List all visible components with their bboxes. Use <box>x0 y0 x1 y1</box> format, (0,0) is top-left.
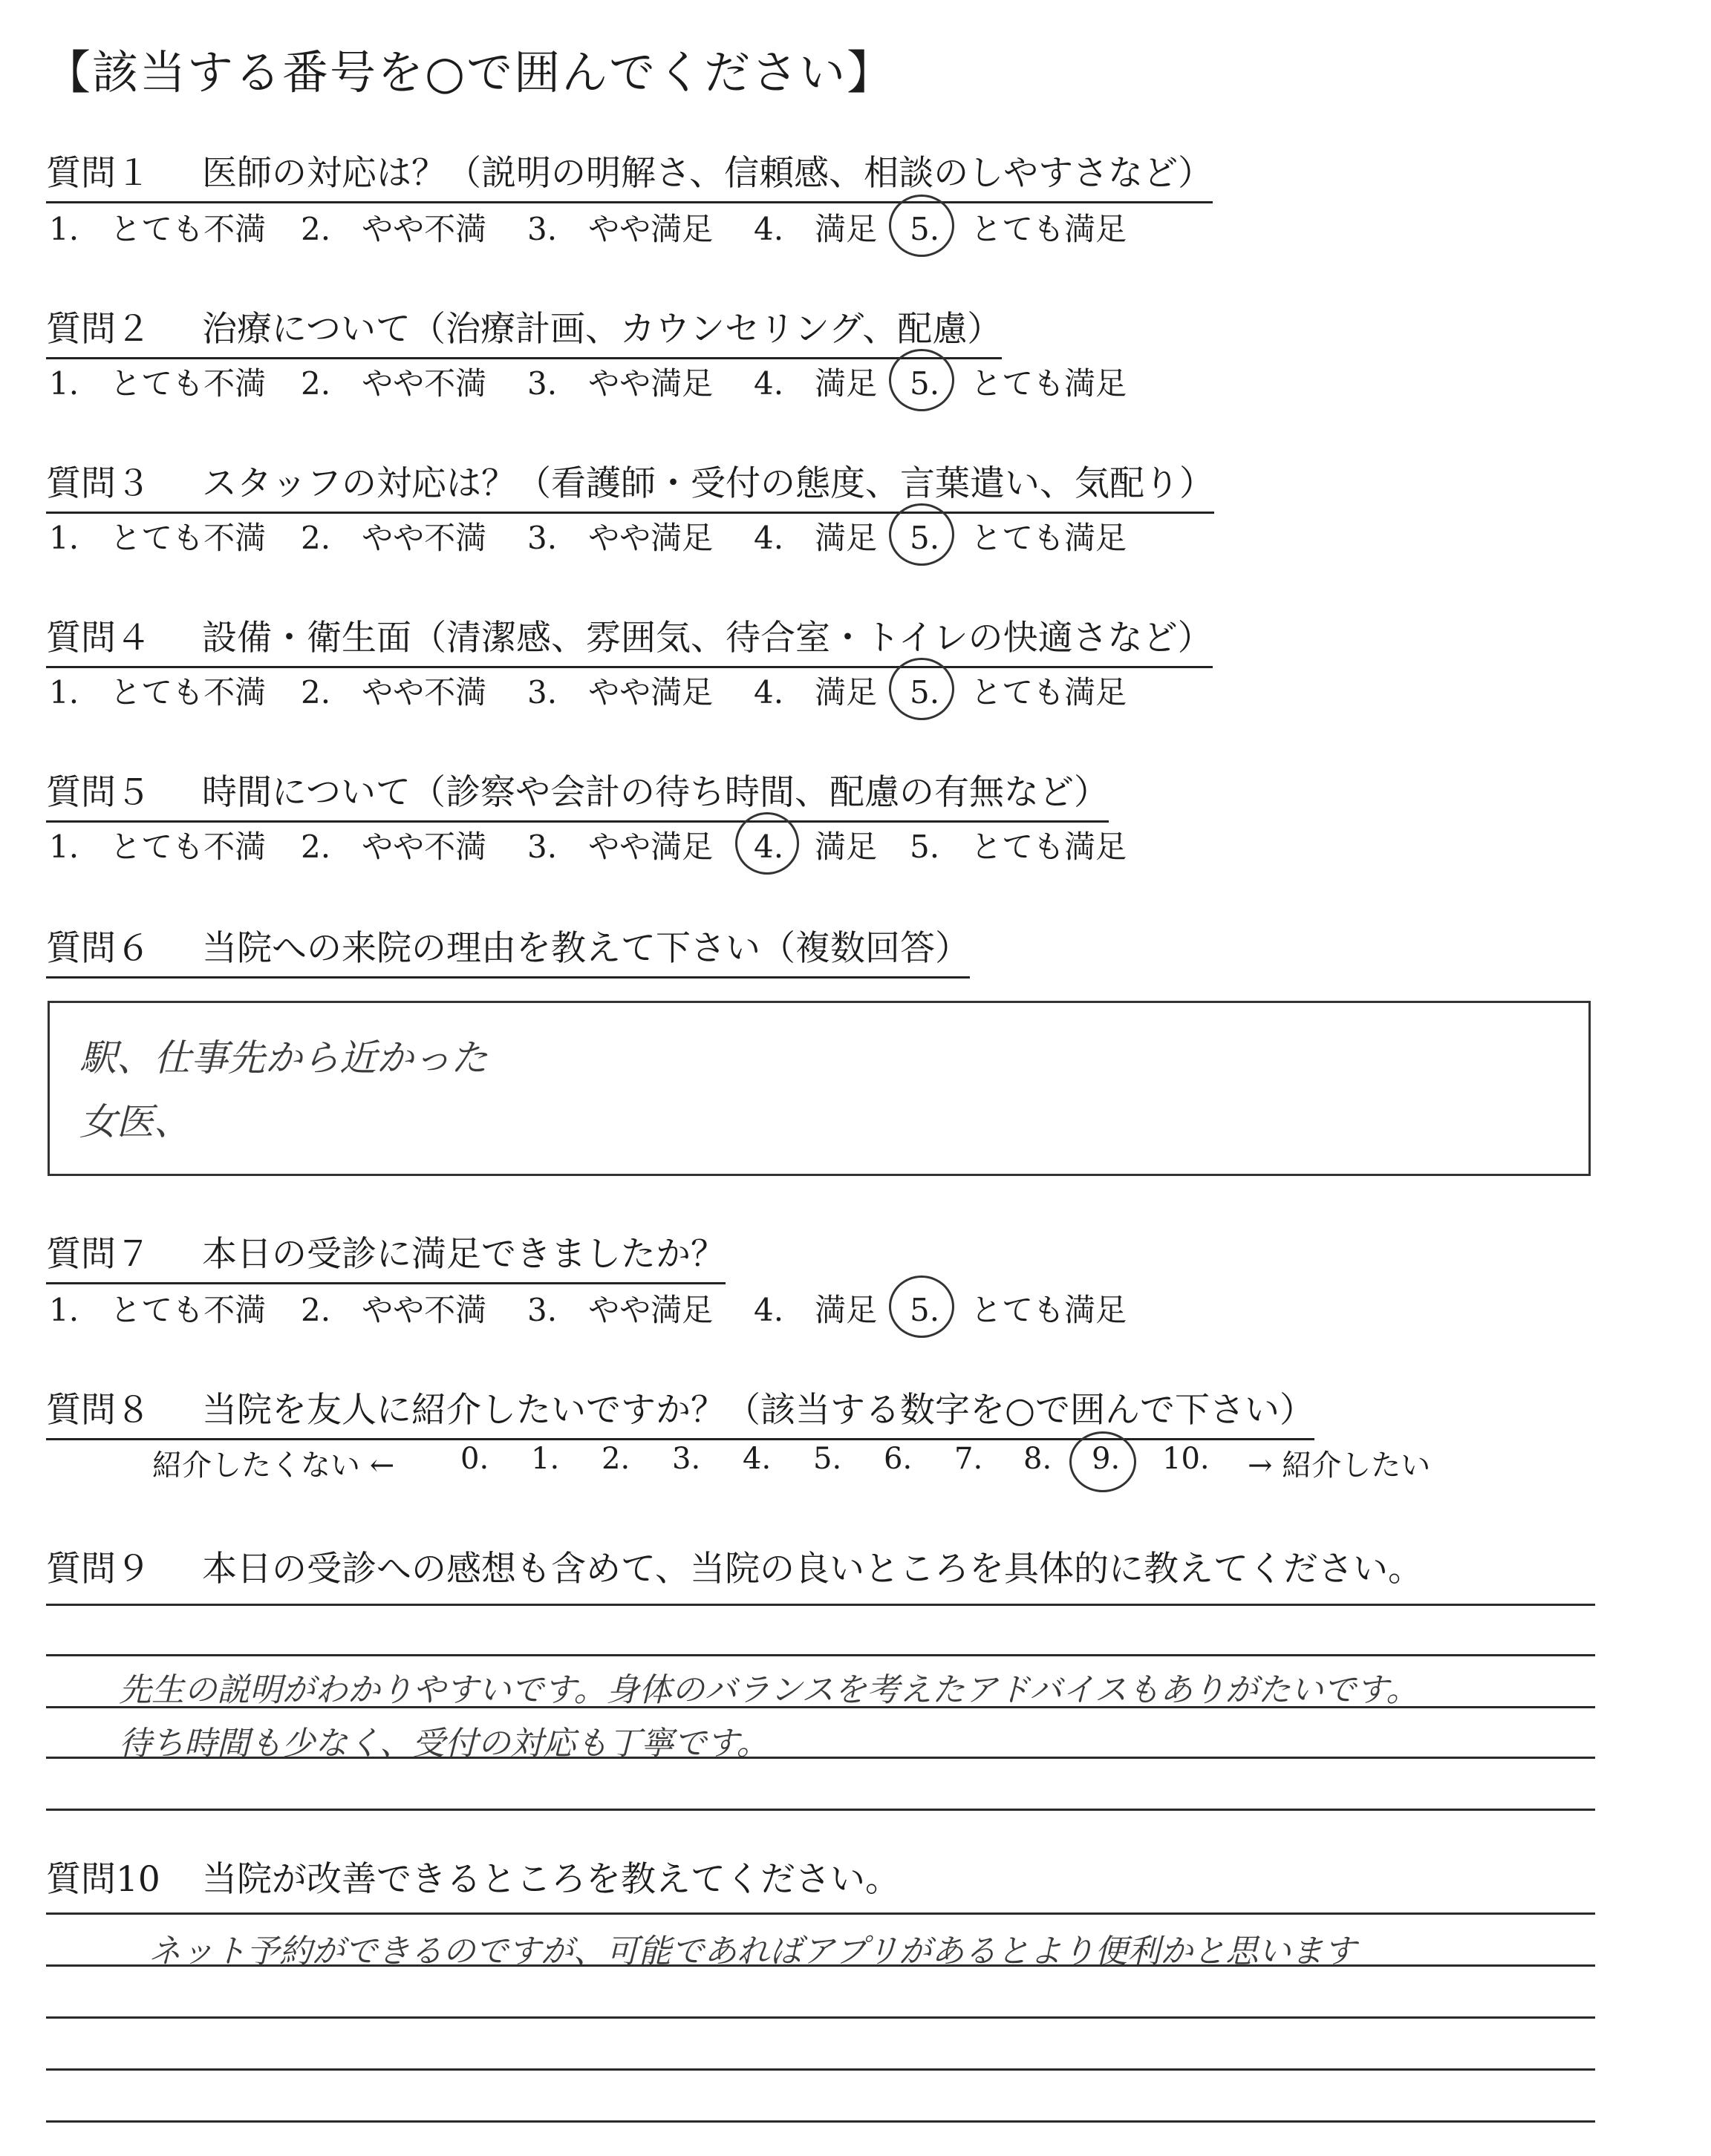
question-4-text: 設備・衛生面（清潔感、雰囲気、待合室・トイレの快適さなど） <box>202 618 1213 659</box>
q10-answer-rule-3 <box>46 2016 1595 2019</box>
scale-option-0[interactable]: 0. <box>460 1442 489 1476</box>
question-5-text: 時間について（診察や会計の待ち時間、配慮の有無など） <box>202 772 1109 813</box>
q9-answer-rule-1 <box>46 1604 1595 1606</box>
scale-option-5[interactable]: 5. <box>813 1442 842 1476</box>
q7-option-1[interactable]: 1. とても不満 <box>49 1292 267 1328</box>
scale-option-8[interactable]: 8. <box>1023 1442 1052 1476</box>
q5-option-1[interactable]: 1. とても不満 <box>49 829 267 865</box>
q2-option-4[interactable]: 4. 満足 <box>754 365 878 402</box>
q7-option-4[interactable]: 4. 満足 <box>754 1292 878 1328</box>
question-10 <box>46 1852 900 1907</box>
question-9 <box>46 1541 1423 1597</box>
q5-option-4[interactable]: 4. 満足 <box>754 829 878 865</box>
question-3-text: スタッフの対応は？（看護師・受付の態度、言葉遣い、気配り） <box>202 463 1214 504</box>
q1-option-4[interactable]: 4. 満足 <box>754 211 878 247</box>
q2-option-2[interactable]: 2. やや不満 <box>301 365 487 402</box>
question-7-number: 質問７ <box>46 1234 151 1275</box>
question-7-options <box>0 1286 1711 1330</box>
q3-option-2[interactable]: 2. やや不満 <box>301 520 487 556</box>
form-title: 【該当する番号を○で囲んでください】 <box>45 45 895 99</box>
q2-option-3[interactable]: 3. やや満足 <box>527 365 714 402</box>
question-8 <box>46 1382 1314 1440</box>
q10-answer-rule-1 <box>46 1912 1595 1915</box>
question-5-number: 質問５ <box>46 772 151 813</box>
q3-option-4[interactable]: 4. 満足 <box>754 520 878 556</box>
q5-option-3[interactable]: 3. やや満足 <box>527 829 714 865</box>
question-3-number: 質問３ <box>46 463 151 504</box>
question-2-number: 質問２ <box>46 309 151 350</box>
q3-option-3[interactable]: 3. やや満足 <box>527 520 714 556</box>
question-7-text: 本日の受診に満足できましたか？ <box>202 1234 726 1275</box>
question-2-text: 治療について（治療計画、カウンセリング、配慮） <box>202 309 1003 350</box>
question-6-answer-box[interactable] <box>48 1001 1591 1176</box>
question-6-number: 質問６ <box>46 928 151 969</box>
question-1-text: 医師の対応は？（説明の明解さ、信頼感、相談のしやすさなど） <box>202 153 1213 194</box>
scale-right-label: → 紹介したい <box>1248 1448 1431 1483</box>
q2-option-5[interactable]: 5. とても満足 <box>910 365 1127 402</box>
question-10-answer-line-1: ネット予約ができるのですが、可能であればアプリがあるとより便利かと思います <box>149 1933 1357 1970</box>
question-4-options <box>0 668 1711 713</box>
q1-option-2[interactable]: 2. やや不満 <box>301 211 487 247</box>
question-8-text: 当院を友人に紹介したいですか？（該当する数字を○で囲んで下さい） <box>202 1390 1315 1431</box>
question-3 <box>46 456 1214 514</box>
q4-option-2[interactable]: 2. やや不満 <box>301 674 487 710</box>
q4-option-1[interactable]: 1. とても不満 <box>49 674 267 710</box>
question-8-scale <box>0 1442 1711 1486</box>
question-8-number: 質問８ <box>46 1390 151 1431</box>
q1-option-5[interactable]: 5. とても満足 <box>910 211 1127 247</box>
scale-option-2[interactable]: 2. <box>602 1442 630 1476</box>
q7-option-2[interactable]: 2. やや不満 <box>301 1292 487 1328</box>
q10-answer-rule-5 <box>46 2120 1595 2123</box>
q9-answer-rule-5 <box>46 1809 1595 1811</box>
scale-left-label: 紹介したくない ← <box>152 1448 395 1483</box>
q4-option-3[interactable]: 3. やや満足 <box>527 674 714 710</box>
question-1-number: 質問１ <box>46 153 151 194</box>
q3-option-5[interactable]: 5. とても満足 <box>910 520 1127 556</box>
q10-answer-rule-4 <box>46 2068 1595 2071</box>
question-10-number: 質問10 <box>46 1859 160 1900</box>
question-1-options <box>0 205 1711 249</box>
question-2 <box>46 301 1002 359</box>
scale-option-9[interactable]: 9. <box>1092 1442 1121 1476</box>
q1-option-3[interactable]: 3. やや満足 <box>527 211 714 247</box>
scale-option-7[interactable]: 7. <box>954 1442 983 1476</box>
q2-option-1[interactable]: 1. とても不満 <box>49 365 267 402</box>
question-6-answer-line-2: 女医、 <box>79 1100 191 1143</box>
q5-option-2[interactable]: 2. やや不満 <box>301 829 487 865</box>
scale-option-3[interactable]: 3. <box>672 1442 701 1476</box>
question-9-text: 本日の受診への感想も含めて、当院の良いところを具体的に教えてください。 <box>202 1549 1424 1590</box>
scale-option-6[interactable]: 6. <box>884 1442 913 1476</box>
question-1 <box>46 146 1213 203</box>
scale-option-4[interactable]: 4. <box>743 1442 772 1476</box>
question-2-options <box>0 359 1711 404</box>
scale-option-10[interactable]: 10. <box>1162 1442 1210 1476</box>
question-9-number: 質問９ <box>46 1549 151 1590</box>
q4-option-4[interactable]: 4. 満足 <box>754 674 878 710</box>
question-5 <box>46 765 1109 823</box>
q7-option-5[interactable]: 5. とても満足 <box>910 1292 1127 1328</box>
question-9-answer-line-2: 待ち時間も少なく、受付の対応も丁寧です。 <box>119 1725 769 1763</box>
question-10-text: 当院が改善できるところを教えてください。 <box>202 1859 900 1900</box>
scale-option-1[interactable]: 1. <box>531 1442 560 1476</box>
question-6-answer-line-1: 駅、仕事先から近かった <box>79 1036 488 1079</box>
q1-option-1[interactable]: 1. とても不満 <box>49 211 267 247</box>
question-5-options <box>0 823 1711 867</box>
question-9-answer-line-1: 先生の説明がわかりやすいです。身体のバランスを考えたアドバイスもありがたいです。 <box>119 1671 1419 1709</box>
q3-option-1[interactable]: 1. とても不満 <box>49 520 267 556</box>
question-4 <box>46 610 1213 668</box>
q7-option-3[interactable]: 3. やや満足 <box>527 1292 714 1328</box>
question-6-text: 当院への来院の理由を教えて下さい（複数回答） <box>202 928 970 969</box>
question-6 <box>46 921 970 979</box>
question-7 <box>46 1226 726 1284</box>
question-4-number: 質問４ <box>46 618 151 659</box>
q4-option-5[interactable]: 5. とても満足 <box>910 674 1127 710</box>
q5-option-5[interactable]: 5. とても満足 <box>910 829 1127 865</box>
question-3-options <box>0 514 1711 558</box>
q9-answer-rule-2 <box>46 1654 1595 1656</box>
